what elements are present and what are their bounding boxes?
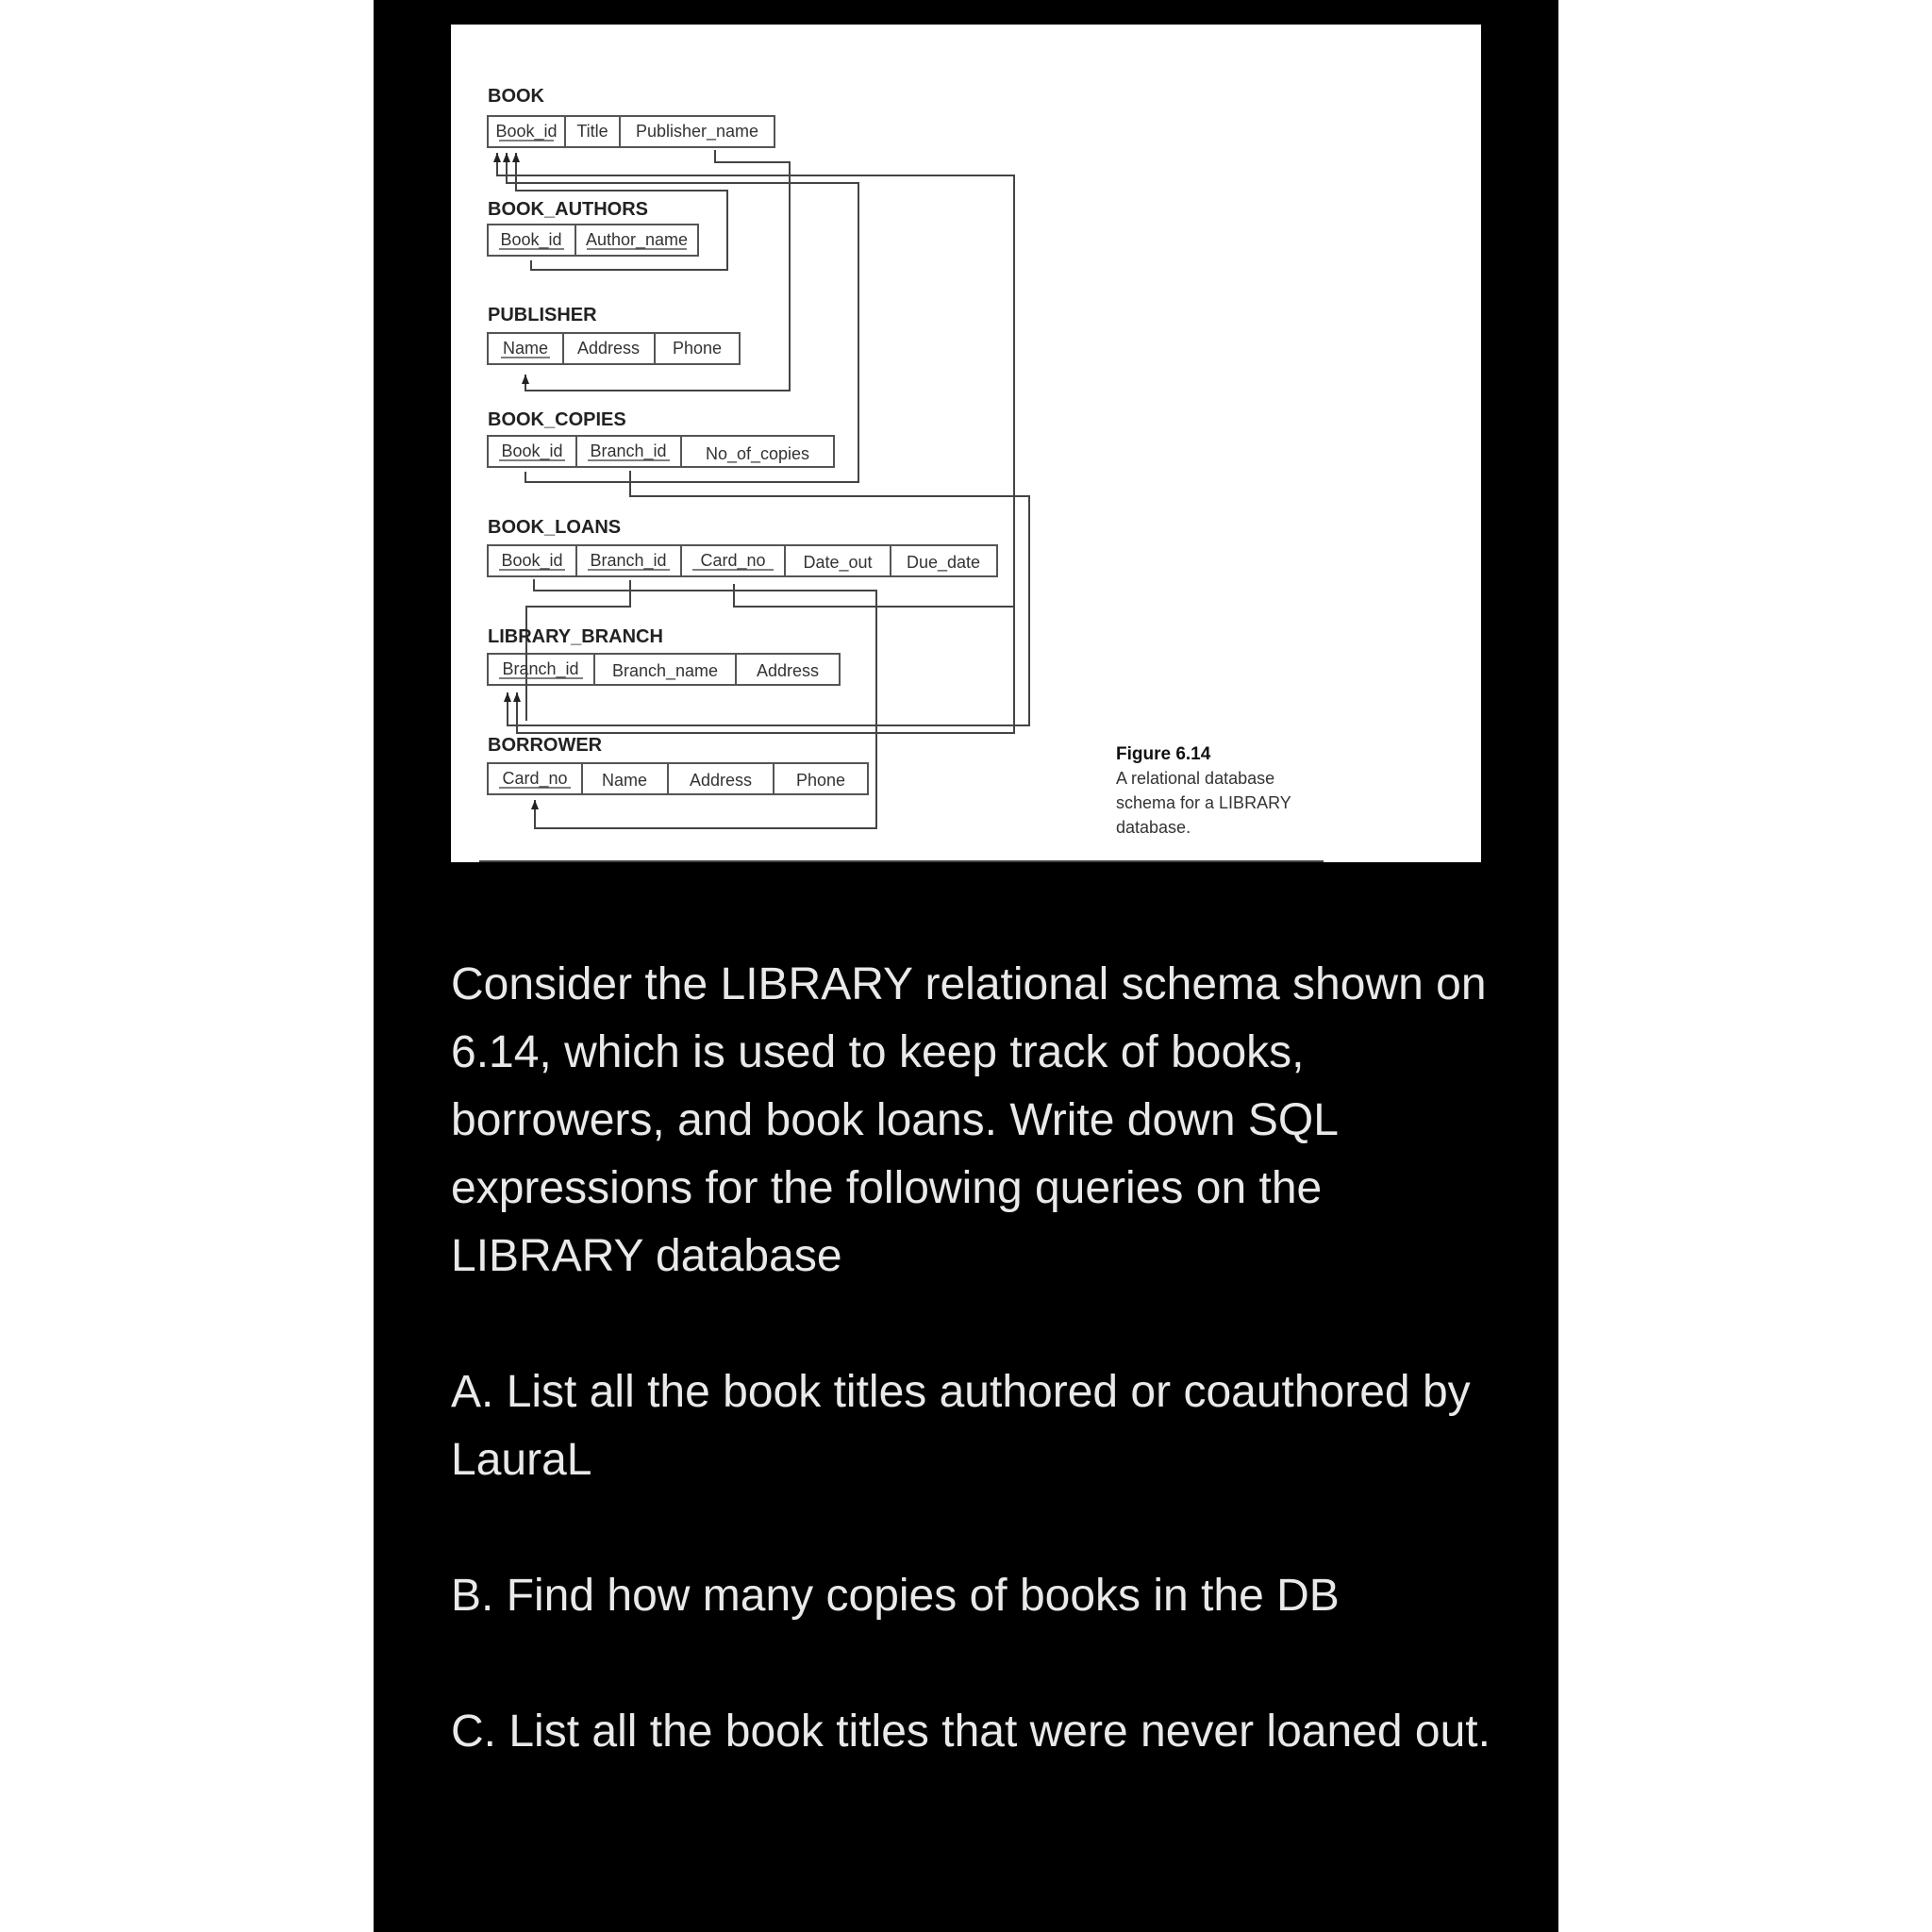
attribute-cell: Book_id: [500, 230, 562, 249]
relation-title: LIBRARY_BRANCH: [488, 626, 663, 647]
attribute-cell: No_of_copies: [705, 444, 810, 463]
attribute-cell: Book_id: [495, 122, 558, 141]
attribute-cell: Phone: [672, 339, 723, 358]
relation-title: PUBLISHER: [488, 305, 597, 325]
question-item-c: C. List all the book titles that were never loaned out.: [451, 1707, 1491, 1757]
attribute-cell: Branch_id: [502, 659, 579, 678]
question-item-a: A. List all the book titles authored or coauthored by LauraL: [451, 1367, 1471, 1485]
relation-title: BORROWER: [488, 735, 603, 756]
relation-title: BOOK: [488, 86, 544, 107]
attribute-cell: Book_id: [501, 551, 563, 570]
figure-caption-title: Figure 6.14: [1116, 744, 1211, 764]
attribute-cell: Author_name: [585, 230, 689, 249]
attribute-cell: Card_no: [700, 551, 766, 570]
attribute-cell: Branch_name: [611, 661, 719, 680]
attribute-cell: Address: [689, 771, 753, 790]
attribute-cell: Branch_id: [590, 551, 667, 570]
figure-caption-line: database.: [1116, 818, 1191, 837]
attribute-cell: Due_date: [906, 553, 981, 572]
figure-caption-line: A relational database: [1116, 769, 1275, 788]
figure-caption-line: schema for a LIBRARY: [1116, 793, 1291, 812]
schema-diagram: [451, 25, 1481, 862]
attribute-cell: Publisher_name: [635, 122, 759, 141]
attribute-cell: Address: [756, 661, 820, 680]
attribute-cell: Title: [576, 122, 608, 141]
question-item-b: B. Find how many copies of books in the DB: [451, 1571, 1340, 1621]
attribute-cell: Name: [601, 771, 648, 790]
attribute-cell: Address: [576, 339, 641, 358]
schema-figure: [451, 25, 1481, 862]
relation-title: BOOK_LOANS: [488, 517, 622, 538]
relation-title: BOOK_COPIES: [488, 409, 626, 430]
attribute-cell: Date_out: [803, 553, 873, 572]
attribute-cell: Phone: [795, 771, 846, 790]
question-intro: Consider the LIBRARY relational schema shown on 6.14, which is used to keep track of books, borrowers, and book loans. Write down SQL expressions for the following queries on the LIBRARY database: [451, 959, 1487, 1281]
attribute-cell: Book_id: [501, 441, 563, 460]
attribute-cell: Card_no: [502, 769, 568, 788]
attribute-cell: Name: [502, 339, 549, 358]
relation-title: BOOK_AUTHORS: [488, 199, 649, 220]
attribute-cell: Branch_id: [590, 441, 667, 460]
question-text: [451, 951, 1498, 1834]
